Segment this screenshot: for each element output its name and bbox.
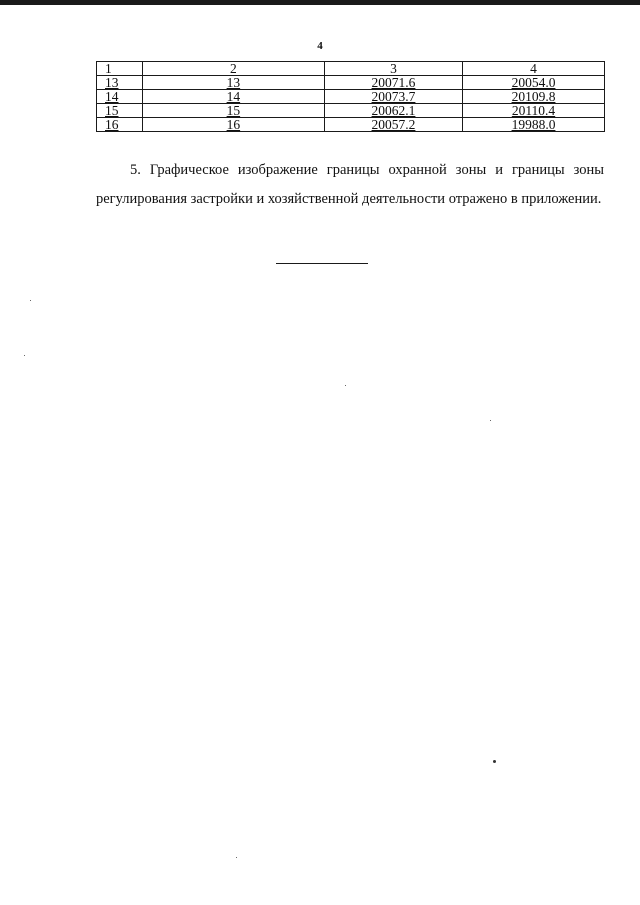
table-row bbox=[97, 76, 605, 90]
scan-speck bbox=[345, 385, 346, 386]
table-cell: 13 bbox=[142, 76, 324, 90]
table-cell: 16 bbox=[142, 118, 324, 132]
scan-speck bbox=[490, 420, 491, 421]
page-number: 4 bbox=[317, 40, 323, 52]
table-row bbox=[97, 104, 605, 118]
table-header-cell: 3 bbox=[324, 62, 462, 76]
table-cell: 14 bbox=[142, 90, 324, 104]
table-cell: 20071.6 bbox=[324, 76, 462, 90]
scan-speck bbox=[30, 300, 31, 301]
table-cell: 14 bbox=[97, 90, 143, 104]
top-border-line bbox=[0, 0, 640, 5]
table-cell: 20073.7 bbox=[324, 90, 462, 104]
table-header-cell: 2 bbox=[142, 62, 324, 76]
coordinates-table bbox=[96, 61, 605, 132]
table-cell: 15 bbox=[142, 104, 324, 118]
table-row bbox=[97, 118, 605, 132]
paragraph-5-text: 5. Графическое изображение границы охранной зоны и границы зоны регулирования застройки и хозяйственной деятельности отражено в приложении. bbox=[96, 162, 604, 207]
table-cell: 20054.0 bbox=[463, 76, 605, 90]
table-cell: 16 bbox=[97, 118, 143, 132]
table-row bbox=[97, 90, 605, 104]
table-cell: 13 bbox=[97, 76, 143, 90]
table-cell: 20062.1 bbox=[324, 104, 462, 118]
paragraph-5 bbox=[96, 156, 604, 214]
scan-speck bbox=[236, 857, 237, 858]
table-cell: 20110.4 bbox=[463, 104, 605, 118]
table-cell: 15 bbox=[97, 104, 143, 118]
scan-speck bbox=[493, 760, 496, 763]
table-cell: 19988.0 bbox=[463, 118, 605, 132]
table-header-cell: 4 bbox=[463, 62, 605, 76]
table-cell: 20057.2 bbox=[324, 118, 462, 132]
scan-speck bbox=[24, 355, 25, 356]
table-header-row bbox=[97, 62, 605, 76]
end-of-text-rule bbox=[276, 263, 368, 264]
table-header-cell: 1 bbox=[97, 62, 143, 76]
table-cell: 20109.8 bbox=[463, 90, 605, 104]
